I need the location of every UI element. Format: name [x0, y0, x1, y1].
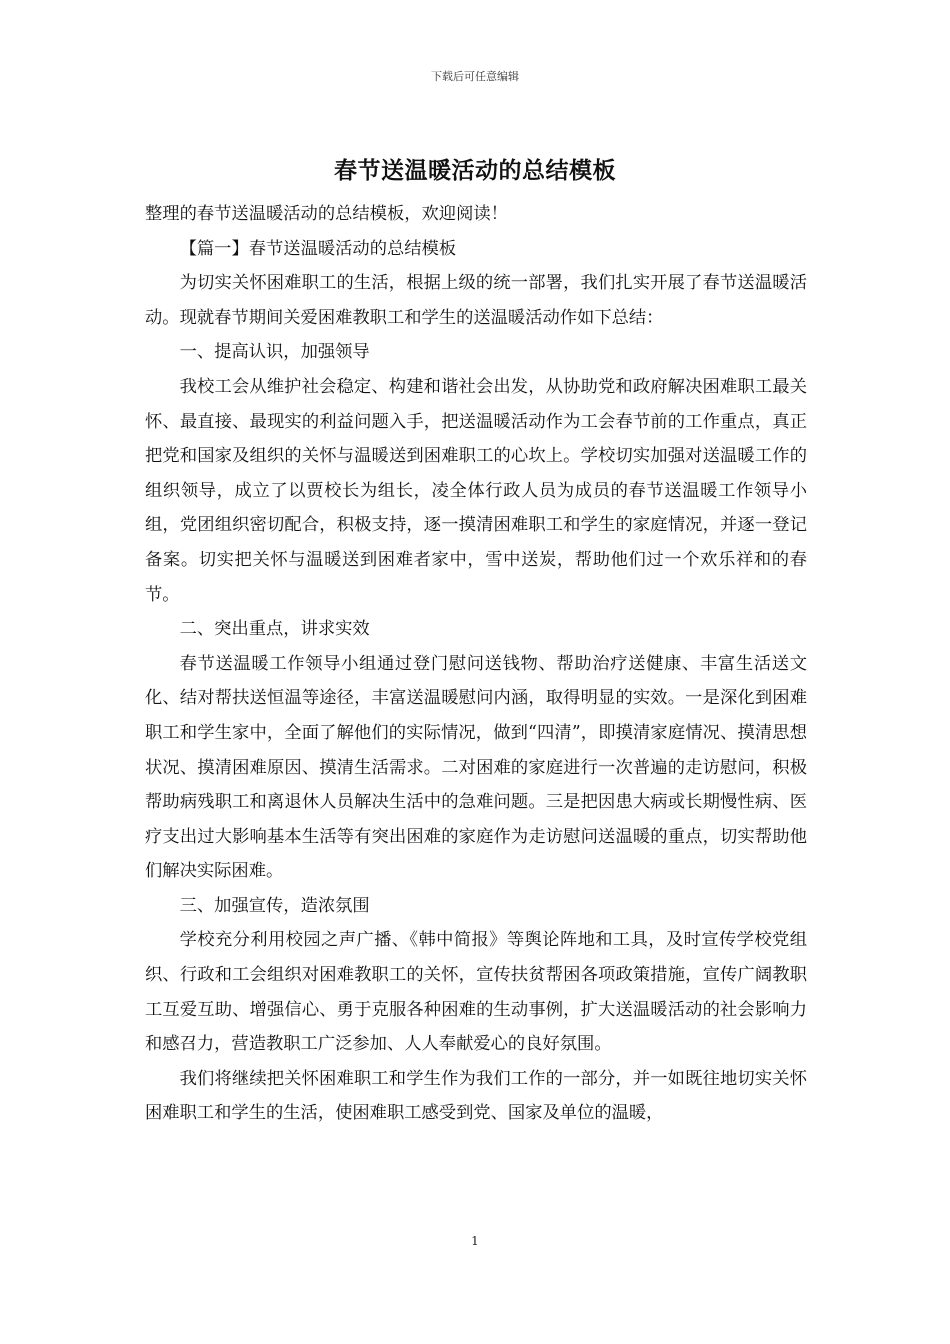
document-body [145, 197, 807, 1131]
header-note: 下载后可任意编辑 [431, 70, 519, 83]
section-heading-three: 三、加强宣传，造浓氛围 [179, 895, 370, 916]
section-label-part-one: 【篇一】春节送温暖活动的总结模板 [179, 238, 457, 259]
body-paragraph: 春节送温暖工作领导小组通过登门慰问送钱物、帮助治疗送健康、丰富生活送文化、结对帮扶送恒温等途径，丰富送温暖慰问内涵，取得明显的实效。一是深化到困难职工和学生家中，全面了解他们的实际情况，做到“四清”，即摸清家庭情况、摸清思想状况、摸清困难原因、摸清生活需求。二对困难的家庭进行一次普遍的走访慰问，积极帮助病残职工和离退休人员解决生活中的急难问题。三是把因患大病或长期慢性病、医疗支出过大影响基本生活等有突出困难的家庭作为走访慰问送温暖的重点，切实帮助他们解决实际困难。 [145, 653, 807, 882]
document-title: 春节送温暖活动的总结模板 [334, 157, 616, 184]
section-heading-two: 二、突出重点，讲求实效 [179, 619, 370, 640]
page-number: 1 [471, 1234, 479, 1248]
section-heading-one: 一、提高认识，加强领导 [179, 342, 370, 363]
body-paragraph: 我校工会从维护社会稳定、构建和谐社会出发，从协助党和政府解决困难职工最关怀、最直接、最现实的利益问题入手，把送温暖活动作为工会春节前的工作重点，真正把党和国家及组织的关怀与温暖送到困难职工的心坎上。学校切实加强对送温暖工作的组织领导，成立了以贾校长为组长，凌全体行政人员为成员的春节送温暖工作领导小组，党团组织密切配合，积极支持，逐一摸清困难职工和学生的家庭情况，并逐一登记备案。切实把关怀与温暖送到困难者家中，雪中送炭，帮助他们过一个欢乐祥和的春节。 [145, 376, 807, 605]
body-paragraph: 学校充分利用校园之声广播、《韩中简报》等舆论阵地和工具，及时宣传学校党组织、行政和工会组织对困难教职工的关怀，宣传扶贫帮困各项政策措施，宣传广阔教职工互爱互助、增强信心、勇于克服各种困难的生动事例，扩大送温暖活动的社会影响力和感召力，营造教职工广泛参加、人人奉献爱心的良好氛围。 [145, 930, 807, 1055]
intro-paragraph: 整理的春节送温暖活动的总结模板，欢迎阅读！ [145, 204, 508, 224]
body-paragraph: 为切实关怀困难职工的生活，根据上级的统一部署，我们扎实开展了春节送温暖活动。现就春节期间关爱困难教职工和学生的送温暖活动作如下总结： [145, 273, 807, 328]
body-paragraph: 我们将继续把关怀困难职工和学生作为我们工作的一部分，并一如既往地切实关怀困难职工和学生的生活，使困难职工感受到党、国家及单位的温暖， [145, 1068, 807, 1124]
